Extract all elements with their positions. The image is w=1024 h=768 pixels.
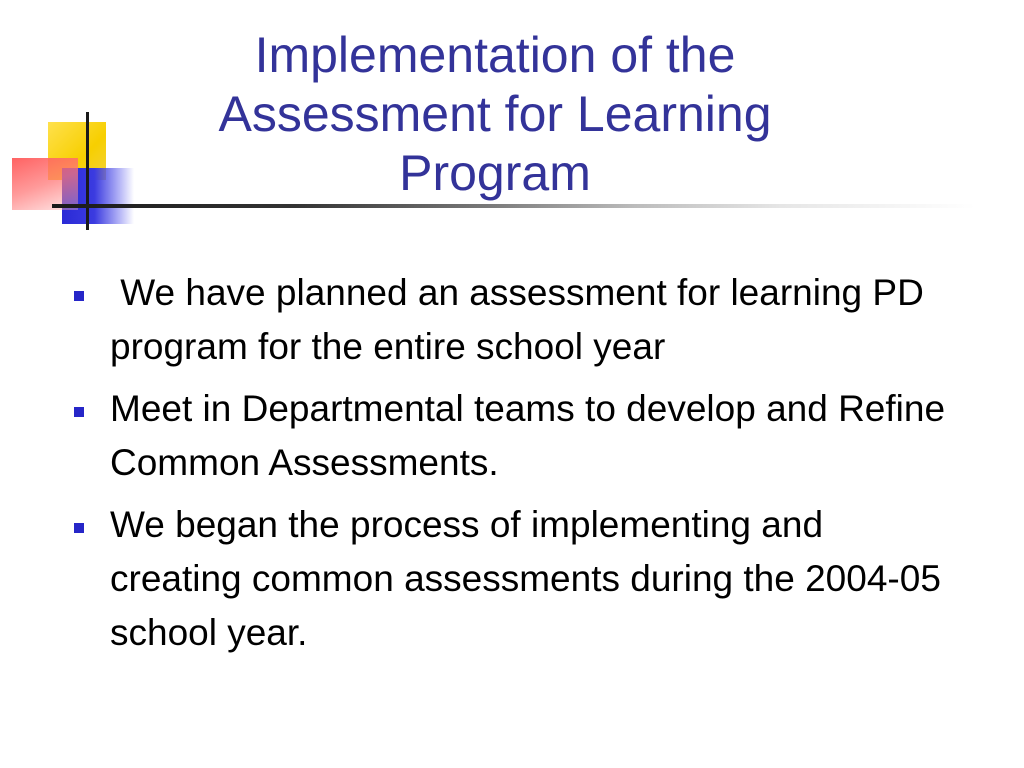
vertical-divider-line [86, 112, 89, 230]
bullet-text: We have planned an assessment for learning PD program for the entire school year [110, 272, 935, 367]
square-bullet-icon [74, 523, 84, 533]
title-underline [52, 204, 1024, 208]
slide-title: Implementation of the Assessment for Learning Program [218, 27, 772, 201]
bullet-item [70, 382, 956, 490]
bullet-text: Meet in Departmental teams to develop and Refine Common Assessments. [110, 388, 956, 483]
bullet-text: We began the process of implementing and creating common assessments during the 2004-05 school year. [110, 504, 952, 653]
red-square-shape [12, 158, 78, 210]
square-bullet-icon [74, 291, 84, 301]
bullet-item [70, 266, 950, 374]
bullet-list [70, 266, 956, 668]
square-bullet-icon [74, 407, 84, 417]
bullet-item [70, 498, 950, 660]
